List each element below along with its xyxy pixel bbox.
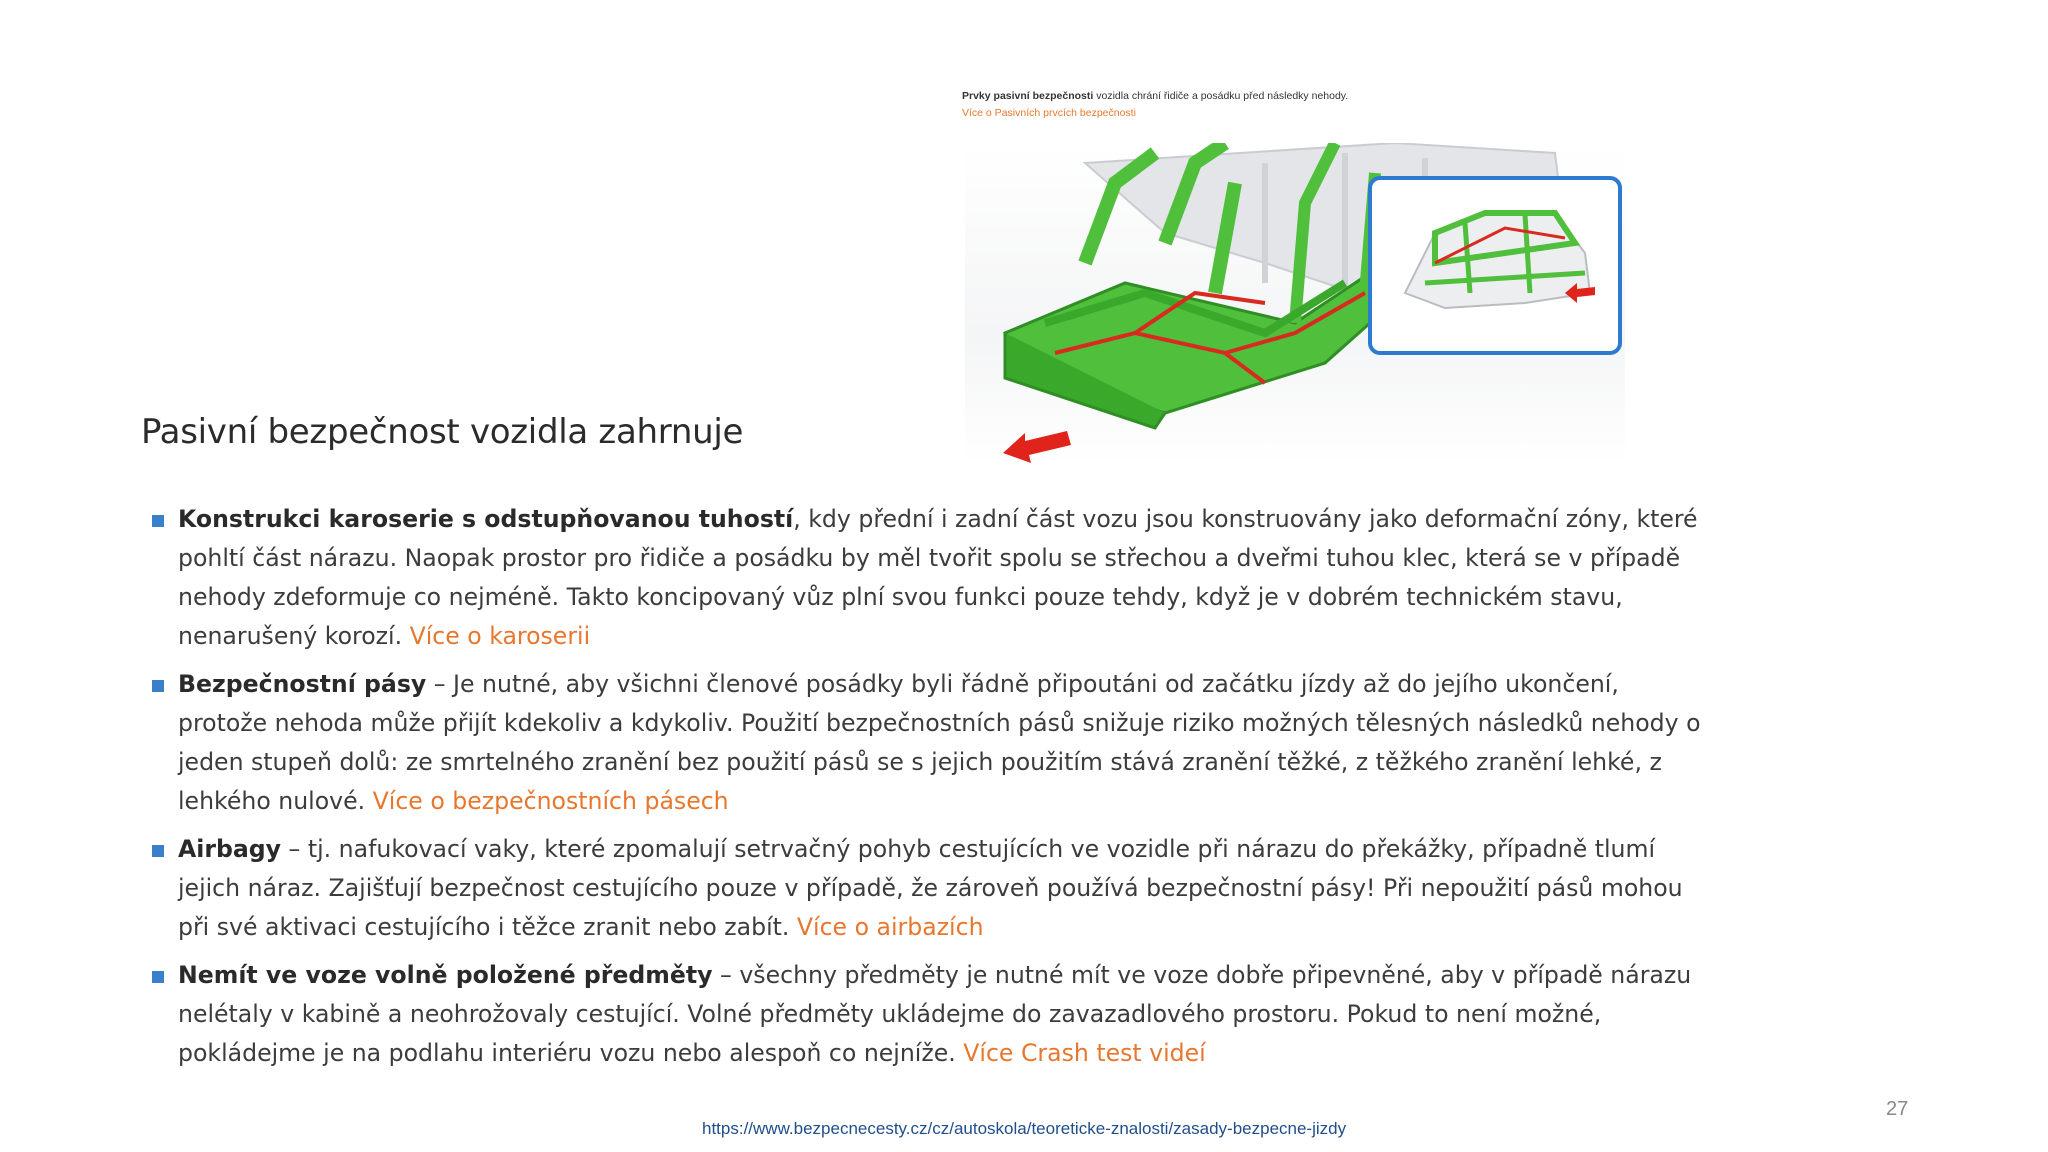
caption-bold: Prvky pasivní bezpečnosti xyxy=(962,90,1094,102)
item-text: , kdy přední i zadní část vozu jsou konstruovány jako deformační zóny, které pohltí část nárazu. Naopak prostor pro řidiče a posádku by měl tvořit spolu se střechou a dveřmi tuhou klec, která se v případě nehody zdeformuje co nejméně. Takto koncipovaný vůz plní svou funkci pouze tehdy, když je v dobrém technickém stavu, nenarušený korozí. xyxy=(178,505,1698,650)
car-frame-illustration xyxy=(965,143,1625,465)
item-link[interactable]: Více Crash test videí xyxy=(963,1039,1206,1067)
item-text: – tj. nafukovací vaky, které zpomalují setrvačný pohyb cestujících ve vozidle při nárazu do překážky, případně tlumí jejich náraz. Zajišťují bezpečnost cestujícího pouze v případě, že zároveň používá bezpečnostní pásy! Při nepoužití pásů mohou při své aktivaci cestujícího i těžce zranit nebo zabít. xyxy=(178,835,1683,941)
figure-caption xyxy=(962,88,1348,122)
caption-text: vozidla chrání řidiče a posádku před následky nehody. xyxy=(1093,90,1349,102)
list-item-airbags xyxy=(148,830,1708,947)
safety-items-list xyxy=(148,500,1708,1082)
bullet-square xyxy=(152,515,164,527)
list-item-seat-belts xyxy=(148,665,1708,821)
item-title: Nemít ve voze volně položené předměty xyxy=(178,961,713,989)
item-title: Airbagy xyxy=(178,835,282,863)
slide-heading: Pasivní bezpečnost vozidla zahrnuje xyxy=(141,412,744,452)
item-title: Bezpečnostní pásy xyxy=(178,670,427,698)
item-link[interactable]: Více o airbazích xyxy=(796,913,984,941)
car-body-structure-image xyxy=(965,143,1625,465)
item-text: – všechny předměty je nutné mít ve voze dobře připevněné, aby v případě nárazu nelétaly v kabině a neohrožovaly cestující. Volné předměty ukládejme do zavazadlového prostoru. Pokud to není možné, pokládejme je na podlahu interiéru vozu nebo alespoň co nejníže. xyxy=(178,961,1692,1067)
item-link[interactable]: Více o karoserii xyxy=(409,622,591,650)
page-number: 27 xyxy=(1886,1098,1909,1120)
source-url-link[interactable]: https://www.bezpecnecesty.cz/cz/autoskola/teoreticke-znalosti/zasady-bezpecne-jizdy xyxy=(702,1119,1347,1138)
bullet-square xyxy=(152,971,164,983)
list-item-loose-objects xyxy=(148,956,1708,1073)
item-title: Konstrukci karoserie s odstupňovanou tuhostí xyxy=(178,505,794,533)
list-item-body-structure xyxy=(148,500,1708,656)
item-link[interactable]: Více o bezpečnostních pásech xyxy=(372,787,729,815)
caption-link[interactable]: Více o Pasivních prvcích bezpečnosti xyxy=(962,107,1136,119)
bullet-square xyxy=(152,680,164,692)
item-text: – Je nutné, aby všichni členové posádky byli řádně připoutáni od začátku jízdy až do jejího ukončení, protože nehoda může přijít kdekoliv a kdykoliv. Použití bezpečnostních pásů snižuje riziko možných tělesných následků nehody o jeden stupeň dolů: ze smrtelného zranění bez použití pásů se s jejich použitím stává zranění těžké, z těžkého zranění lehké, z lehkého nulové. xyxy=(178,670,1701,815)
bullet-square xyxy=(152,845,164,857)
